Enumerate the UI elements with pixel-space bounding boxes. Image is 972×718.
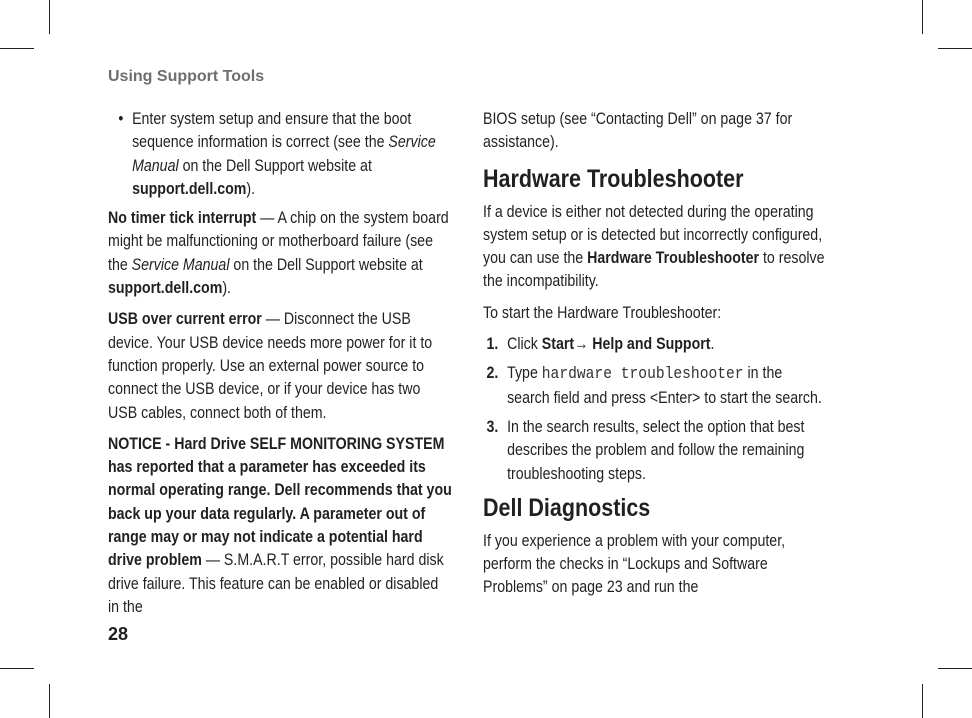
crop-mark (922, 0, 923, 34)
notice-paragraph (108, 433, 452, 619)
step-text: Click (507, 335, 542, 354)
hardware-troubleshooter-term: Hardware Troubleshooter (587, 249, 760, 268)
notice-bold: NOTICE - Hard Drive SELF MONITORING SYSTEM has reported that a parameter has exceeded its normal operating range. Dell recommends that you back up your data regularly. A parameter out of range may or may not indicate a potential hard drive problem (108, 434, 452, 570)
step-number: 2. (486, 364, 499, 383)
step-text: Type (507, 364, 542, 383)
step-text: In the search results, select the option that best describes the problem and follow the remaining troubleshooting steps. (507, 417, 805, 483)
crop-mark (922, 684, 923, 718)
diagnostics-text: If you experience a problem with your computer, perform the checks in “Lockups and Software Problems” on page 23 and run the (483, 531, 786, 597)
crop-mark (49, 0, 50, 34)
step-item (483, 416, 827, 486)
step-text: . (710, 335, 715, 354)
bullet-text: ). (246, 179, 256, 198)
hardware-intro-text: If a device is either not detected during the operating system setup or is detected but incorrectly configured, you can use the (483, 202, 823, 268)
usb-term: USB over current error (108, 310, 262, 329)
crop-mark (938, 48, 972, 49)
timer-text: ). (222, 279, 232, 298)
search-term-code: hardware troubleshooter (541, 365, 744, 385)
left-column (108, 108, 452, 627)
crop-mark (0, 48, 34, 49)
dell-diagnostics-heading: Dell Diagnostics (483, 493, 651, 522)
notice-text: — S.M.A.R.T error, possible hard disk drive failure. This feature can be enabled or disabled in the (108, 551, 444, 616)
bios-continuation: BIOS setup (see “Contacting Dell” on page 37 for assistance). (483, 110, 793, 152)
section-header: Using Support Tools (108, 68, 265, 85)
steps-list (483, 333, 827, 486)
bullet-text: Enter system setup and ensure that the boot sequence information is correct (see the (132, 110, 412, 152)
start-help-support: Start→ Help and Support (541, 335, 711, 354)
support-link[interactable]: support.dell.com (132, 179, 247, 198)
usb-paragraph (108, 308, 452, 424)
page-number: 28 (108, 624, 129, 644)
service-manual-ref: Service Manual (131, 255, 230, 274)
bullet-text: on the Dell Support website at (178, 156, 372, 175)
step-item (483, 333, 827, 356)
right-column (483, 108, 827, 608)
timer-term: No timer tick interrupt (108, 209, 257, 228)
step-number: 3. (486, 417, 499, 436)
crop-mark (938, 668, 972, 669)
service-manual-ref: Service Manual (132, 133, 436, 175)
step-text: in the search field and press <Enter> to start the search. (507, 364, 822, 407)
timer-text: on the Dell Support website at (229, 255, 423, 274)
bullet-icon: • (118, 110, 124, 128)
step-number: 1. (486, 335, 499, 354)
timer-paragraph (108, 207, 452, 300)
bullet-item (108, 108, 452, 201)
hardware-troubleshooter-heading: Hardware Troubleshooter (483, 164, 744, 193)
timer-text: — A chip on the system board might be malfunctioning or motherboard failure (see the (108, 209, 449, 274)
usb-text: — Disconnect the USB device. Your USB device needs more power for it to function properly. Use an external power source to connect the USB device, or if your device has two USB cables, connect both of them. (108, 310, 433, 422)
hardware-intro-text: to resolve the incompatibility. (483, 249, 825, 291)
crop-mark (49, 684, 50, 718)
step-item (483, 362, 827, 410)
to-start-text: To start the Hardware Troubleshooter: (483, 303, 722, 322)
support-link[interactable]: support.dell.com (108, 279, 223, 298)
hardware-intro (483, 201, 827, 294)
crop-mark (0, 668, 34, 669)
